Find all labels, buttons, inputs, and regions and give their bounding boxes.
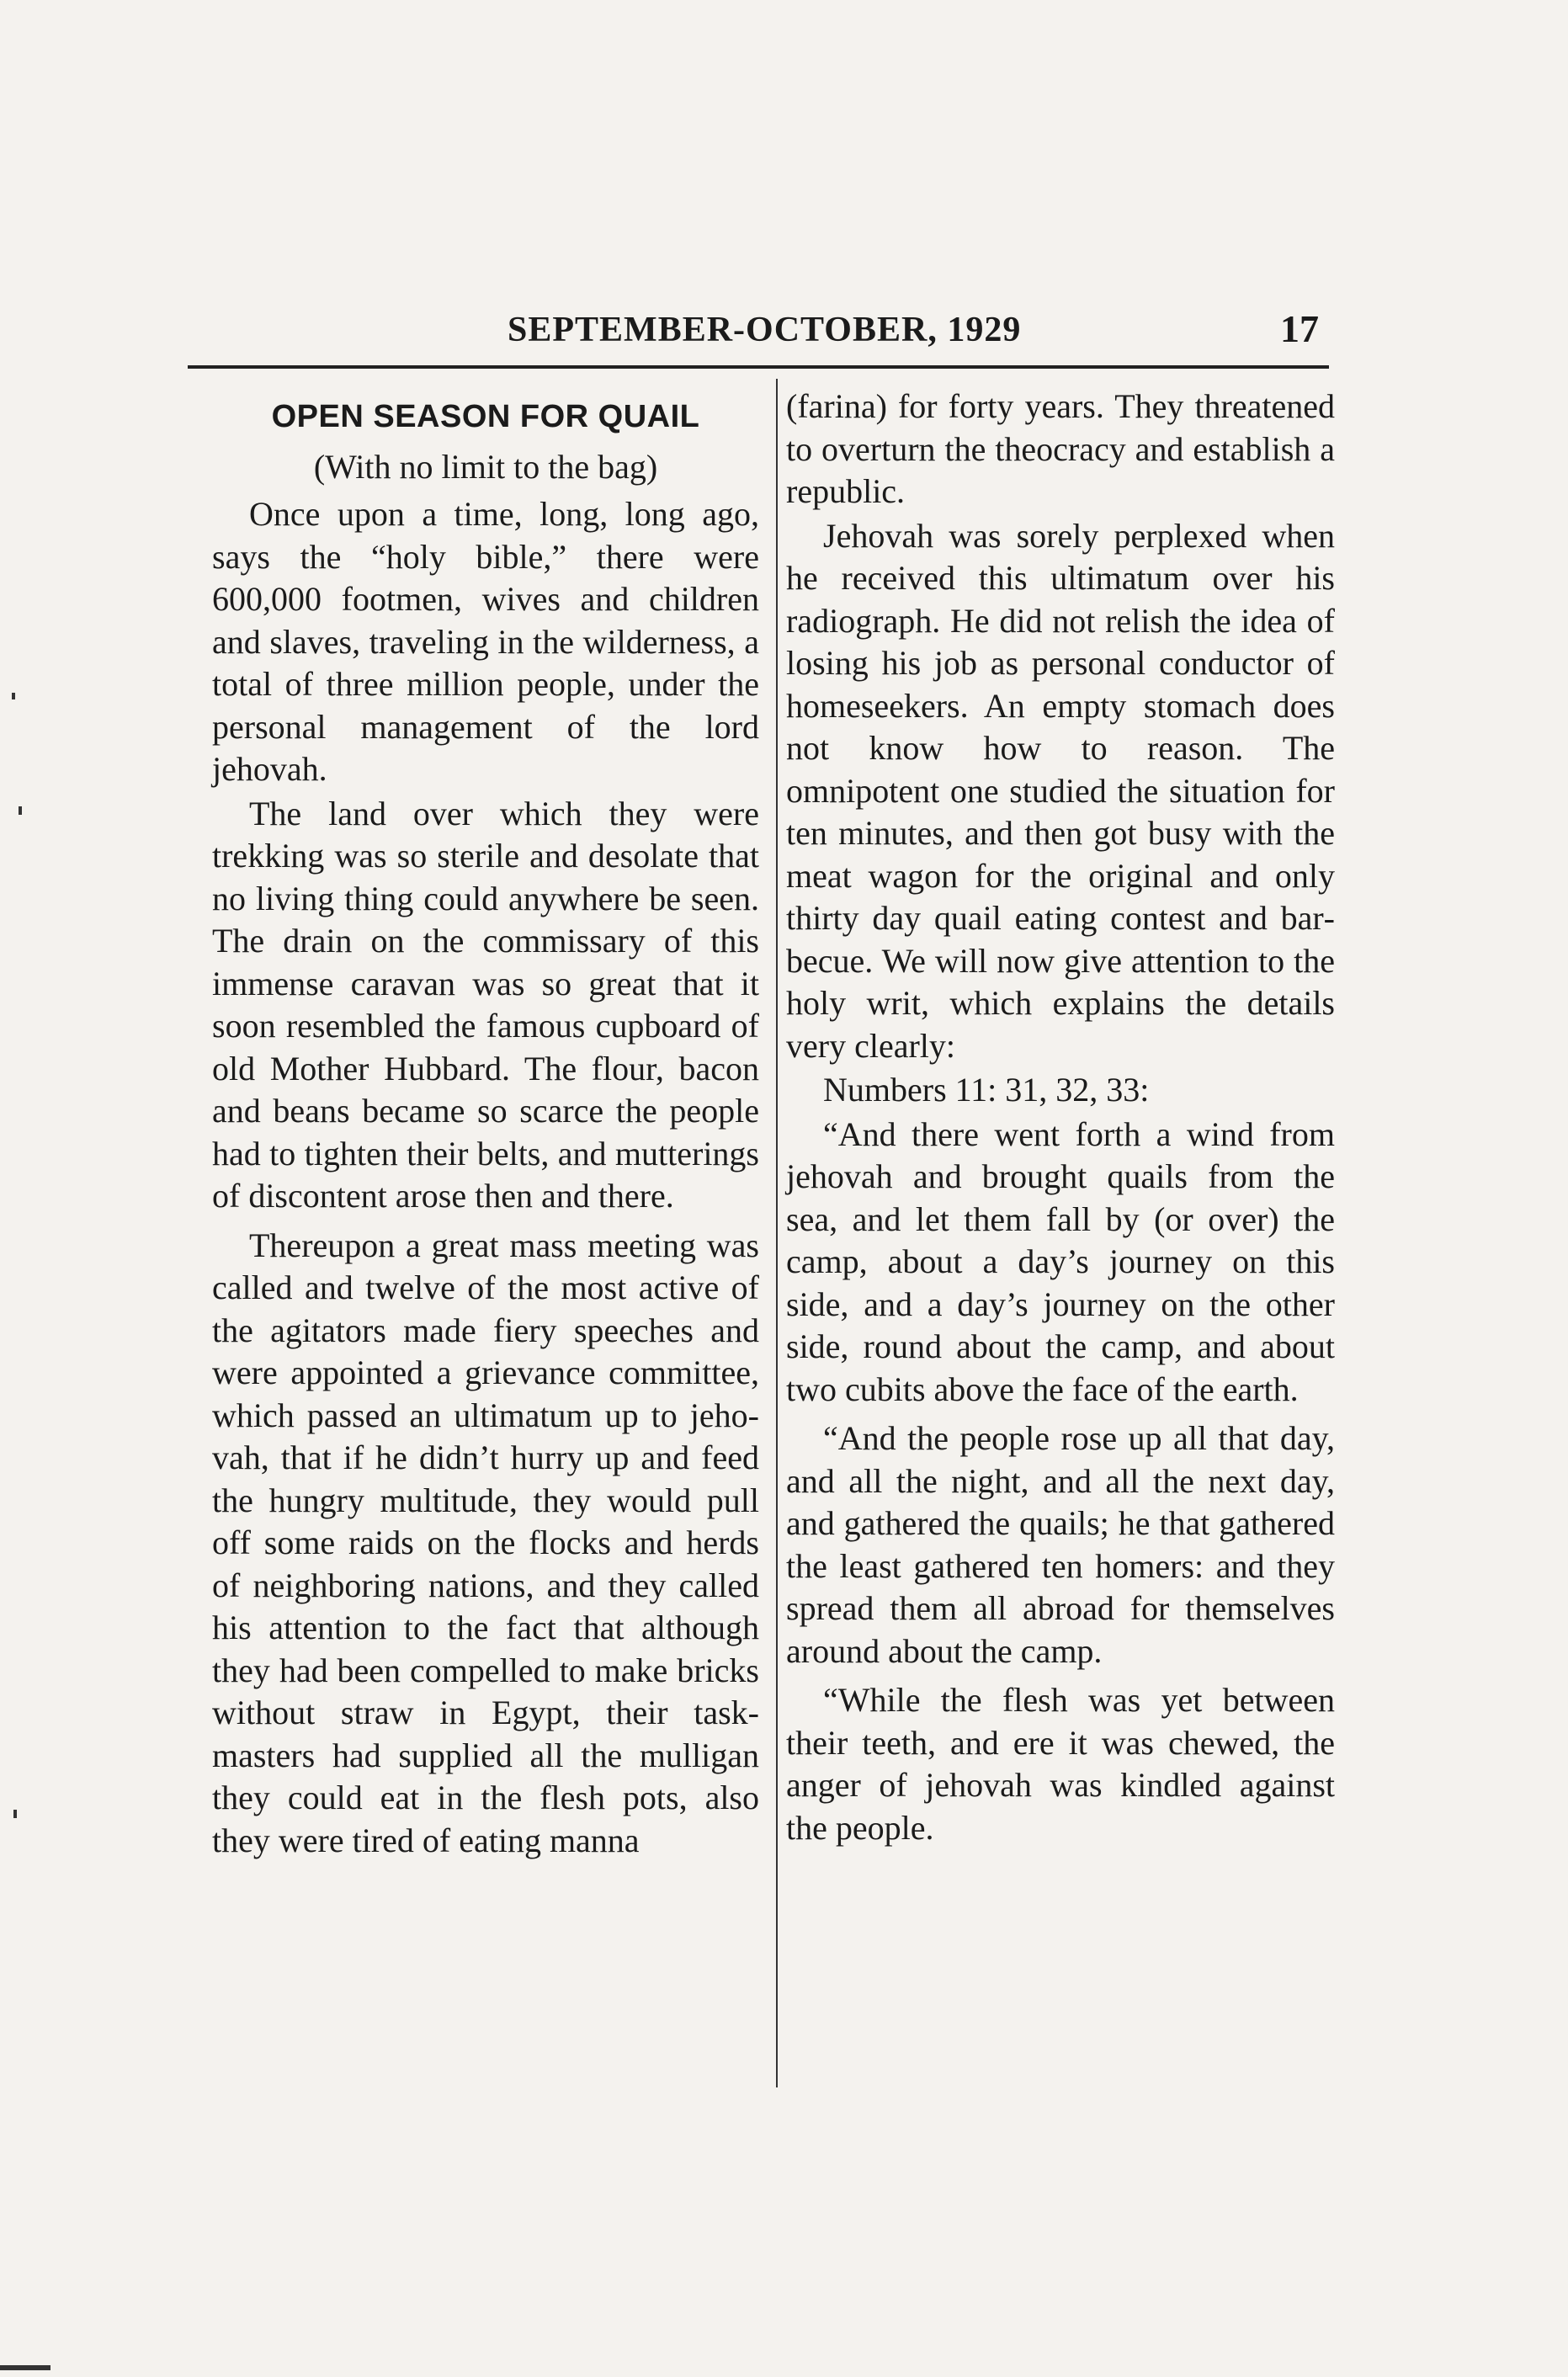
paragraph: Thereupon a great mass meeting was called and twelve of the most active of the agitators made fiery speeches and were appointed a grievance committee, which passed an ultimatum up to jehovah, that if he didn’t hurry up and feed the hungry multitude, they would pull off some raids on the flocks and herds of neighboring nations, and they called his attention to the fact that although they had been compelled to make bricks without straw in Egypt, their task-masters had supplied all the mulligan they could eat in the flesh pots, also they were tired of eating manna: [212, 1226, 759, 1859]
header-issue-date: SEPTEMBER-OCTOBER, 1929: [508, 311, 1022, 349]
column-divider: [776, 379, 778, 2087]
scan-edge-mark: [0, 2365, 50, 2370]
paragraph: Jehovah was sorely perplexed when he received this ultimatum over his radiograph. He did not relish the idea of losing his job as personal conductor of homeseekers. An empty stomach does not know how to reason. The omnipotent one studied the situation for ten minutes, and then got busy with the meat wagon for the original and only thirty day quail eating contest and barbecue. We will now give attention to the holy writ, which explains the details very clearly:: [786, 516, 1335, 1065]
scripture-quote: “And there went forth a wind from jehovah and brought quails from the sea, and let them fall by (or over) the camp, about a day’s journey on this side, and a day’s journey on the other side, round about the camp, and about two cubits above the face of the earth.: [786, 1114, 1335, 1408]
scan-speck: [13, 1810, 17, 1818]
paragraph: Once upon a time, long, long ago, says the “holy bible,” there were 600,000 footmen, wives and children and slaves, traveling in the wilderness, a total of three million people, under the personal management of the lord jehovah.: [212, 495, 759, 788]
running-header: [188, 303, 1329, 359]
right-column: [786, 386, 1335, 1851]
scripture-quote: “And the people rose up all that day, and all the night, and all the next day, and gathered the quails; he that gathered the least gathered ten homers: and they spread them all abroad for themselves around about the camp.: [786, 1419, 1335, 1670]
left-column: [212, 386, 759, 1864]
scripture-quote: “While the flesh was yet between their teeth, and ere it was chewed, the anger of jehovah was kindled against the people.: [786, 1681, 1335, 1847]
scripture-reference: Numbers 11: 31, 32, 33:: [823, 1071, 1150, 1109]
article-subtitle: (With no limit to the bag): [313, 448, 658, 486]
header-rule: [188, 365, 1329, 369]
paragraph: (farina) for forty years. They threatened to overturn the theocracy and establish a republic.: [786, 387, 1335, 510]
article-title: OPEN SEASON FOR QUAIL: [271, 399, 700, 434]
paragraph: The land over which they were trekking was so sterile and desolate that no living thing could anywhere be seen. The drain on the commissary of this immense caravan was so great that it soon resembled the famous cupboard of old Mother Hubbard. The flour, bacon and beans became so scarce the people had to tighten their belts, and mutterings of discontent arose then and there.: [212, 794, 759, 1215]
page-number: 17: [1280, 307, 1319, 350]
scan-speck: [12, 693, 15, 699]
scan-speck: [19, 806, 22, 815]
